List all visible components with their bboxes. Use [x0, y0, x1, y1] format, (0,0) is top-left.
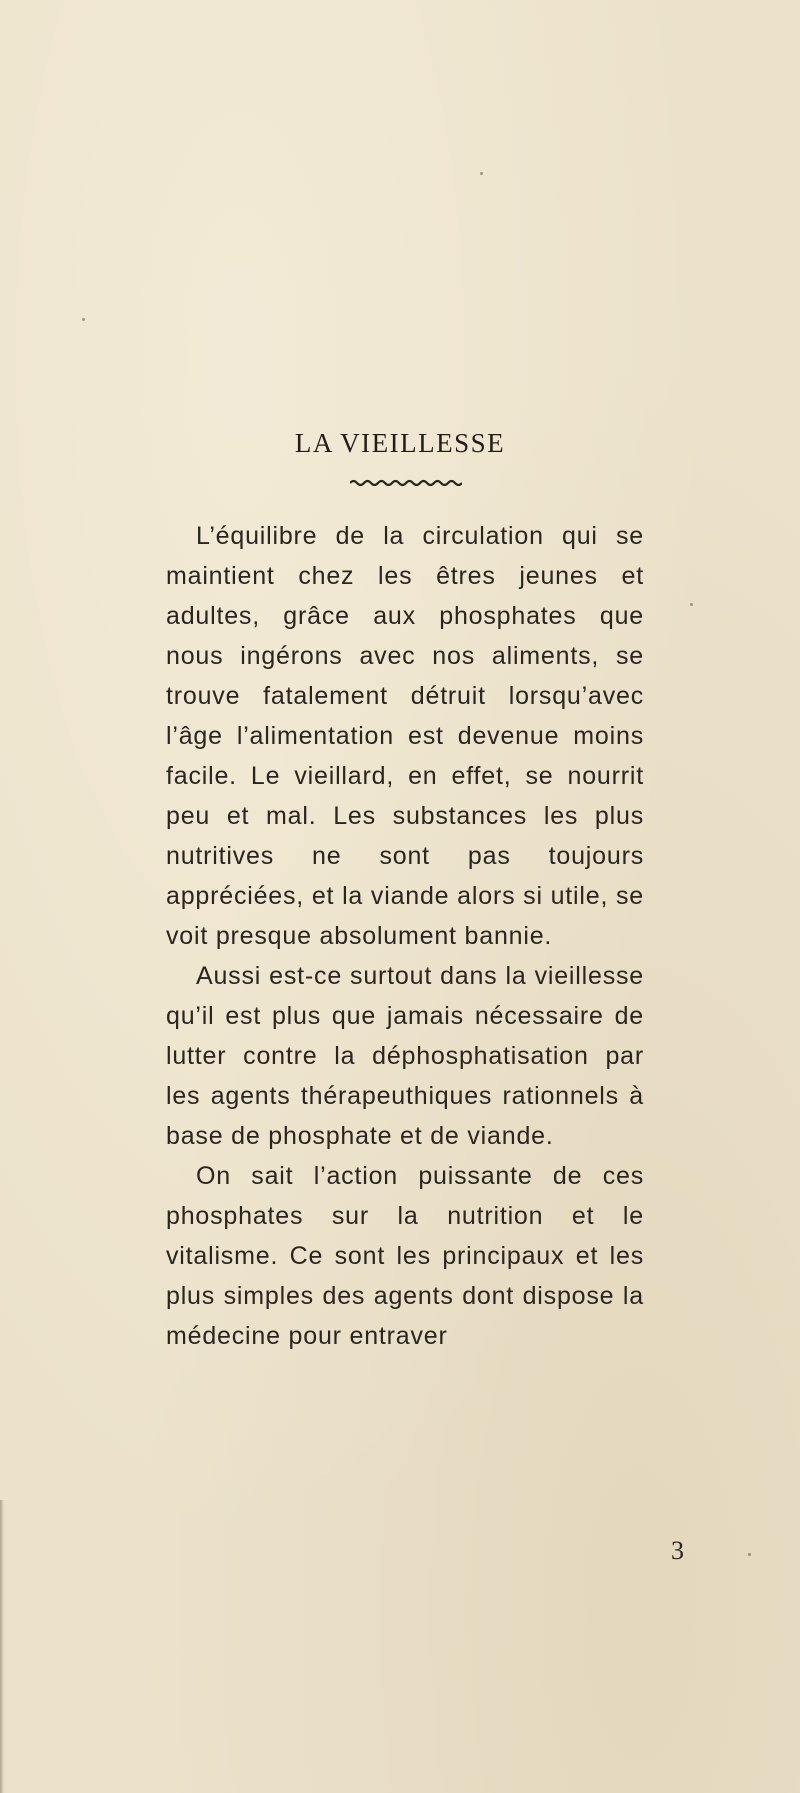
paper-speck: [480, 172, 483, 175]
page-number: 3: [671, 1536, 684, 1565]
page-edge-shadow: [0, 1500, 4, 1793]
chapter-title: LA VIEILLESSE: [294, 428, 506, 458]
title-ornament: [350, 478, 462, 488]
paper-speck: [690, 603, 693, 606]
paragraph-3: On sait l’action puissante de ces phosphates sur la nutrition et le vitalisme. Ce sont les principaux et les plus simples des agents dont dispose la médecine pour entraver: [166, 1162, 644, 1350]
paragraph-1: L’équilibre de la circulation qui se maintient chez les êtres jeunes et adultes, grâce aux phosphates que nous ingérons avec nos aliments, se trouve fatalement détruit lorsqu’avec l’âge l’alimentation est devenue moins facile. Le vieillard, en effet, se nourrit peu et mal. Les substances les plus nutritives ne sont pas toujours appréciées, et la viande alors si utile, se voit presque absolument bannie.: [166, 522, 644, 950]
paragraph-2: Aussi est-ce surtout dans la vieillesse qu’il est plus que jamais nécessaire de lutter contre la déphosphatisation par les agents thérapeuthiques rationnels à base de phosphate et de viande.: [166, 962, 644, 1150]
body-text: [166, 516, 644, 1356]
paper-speck: [82, 318, 85, 321]
paper-speck: [748, 1553, 751, 1556]
